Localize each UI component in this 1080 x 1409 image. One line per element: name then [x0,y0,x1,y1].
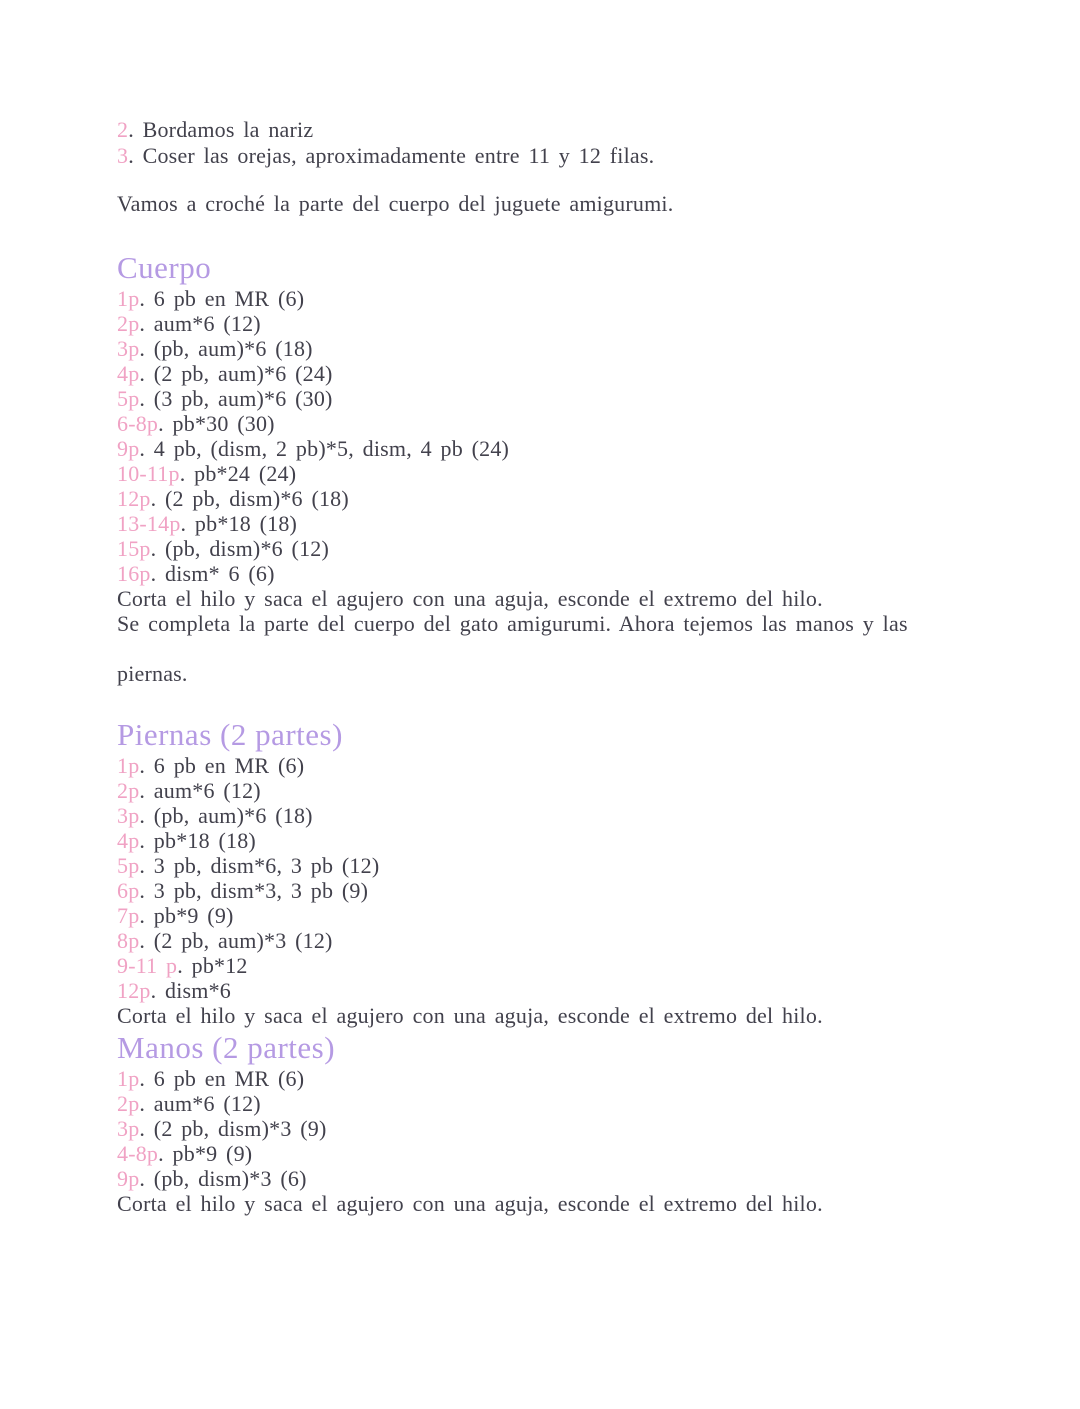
row-number-label: 3p [117,336,140,361]
row-number-label: 1p [117,286,140,311]
row-number-label: 9-11 p [117,953,178,978]
pattern-row [117,778,1020,803]
pattern-row [117,928,1020,953]
pattern-section [117,250,1020,687]
row-number-label: 6-8p [117,411,159,436]
row-instruction-text: . aum*6 (12) [139,778,261,803]
row-instruction-text: . pb*24 (24) [179,461,297,486]
intro-step-text: . Coser las orejas, aproximadamente entre 11 y 12 filas. [128,143,655,168]
row-instruction-text: . 4 pb, (dism, 2 pb)*5, dism, 4 pb (24) [139,436,510,461]
row-instruction-text: . 6 pb en MR (6) [139,286,305,311]
pattern-row [117,386,1020,411]
row-number-label: 9p [117,1166,140,1191]
row-number-label: 6p [117,878,140,903]
row-number-label: 1p [117,753,140,778]
intro-step-text: . Bordamos la nariz [128,117,314,142]
row-number-label: 9p [117,436,140,461]
pattern-row [117,953,1020,978]
row-instruction-text: . (pb, dism)*6 (12) [150,536,330,561]
pattern-row [117,1166,1020,1191]
row-instruction-text: . (3 pb, aum)*6 (30) [139,386,333,411]
row-instruction-text: . pb*18 (18) [139,828,256,853]
intro-paragraph: Vamos a croché la parte del cuerpo del juguete amigurumi. [117,191,674,216]
pattern-row [117,561,1020,586]
pattern-row [117,411,1020,436]
pattern-row [117,753,1020,778]
row-instruction-text: . aum*6 (12) [139,1091,261,1116]
pattern-row [117,511,1020,536]
row-number-label: 12p [117,486,151,511]
row-number-label: 5p [117,853,140,878]
row-instruction-text: . pb*9 (9) [139,903,234,928]
row-instruction-text: . 6 pb en MR (6) [139,753,305,778]
pattern-row [117,978,1020,1003]
pattern-row [117,803,1020,828]
row-instruction-text: . 3 pb, dism*6, 3 pb (12) [139,853,380,878]
row-instruction-text: . pb*12 [177,953,248,978]
pattern-row [117,853,1020,878]
sections-container [117,250,1020,1216]
pattern-row [117,1116,1020,1141]
row-number-label: 8p [117,928,140,953]
pattern-row [117,286,1020,311]
row-instruction-text: . (pb, aum)*6 (18) [139,336,313,361]
section-title: Piernas (2 partes) [117,717,343,752]
pattern-row [117,1141,1020,1166]
row-instruction-text: . 6 pb en MR (6) [139,1066,305,1091]
pattern-row [117,536,1020,561]
row-instruction-text: . (2 pb, aum)*3 (12) [139,928,333,953]
row-number-label: 4p [117,361,140,386]
row-number-label: 12p [117,978,151,1003]
pattern-section [117,1030,1020,1216]
section-note: Corta el hilo y saca el agujero con una aguja, esconde el extremo del hilo. [117,1003,823,1028]
row-number-label: 4-8p [117,1141,159,1166]
row-number-label: 7p [117,903,140,928]
row-instruction-text: . aum*6 (12) [139,311,261,336]
pattern-row [117,361,1020,386]
intro-step-number: 3 [117,143,129,168]
row-instruction-text: . (2 pb, aum)*6 (24) [139,361,333,386]
row-number-label: 16p [117,561,151,586]
pattern-row [117,436,1020,461]
row-instruction-text: . 3 pb, dism*3, 3 pb (9) [139,878,369,903]
row-instruction-text: . pb*18 (18) [180,511,298,536]
pattern-row [117,1091,1020,1116]
pattern-row [117,828,1020,853]
section-title: Manos (2 partes) [117,1030,336,1065]
row-number-label: 3p [117,1116,140,1141]
intro-step [117,117,1020,143]
row-instruction-text: . (pb, aum)*6 (18) [139,803,313,828]
row-number-label: 13-14p [117,511,181,536]
row-instruction-text: . (2 pb, dism)*6 (18) [150,486,349,511]
intro-step [117,143,1020,169]
section-note: Corta el hilo y saca el agujero con una aguja, esconde el extremo del hilo. [117,586,823,611]
pattern-row [117,461,1020,486]
row-instruction-text: . pb*30 (30) [158,411,275,436]
section-title: Cuerpo [117,250,212,285]
pattern-section [117,717,1020,1028]
section-note-continuation: piernas. [117,661,188,686]
row-number-label: 10-11p [117,461,180,486]
row-number-label: 5p [117,386,140,411]
pattern-row [117,878,1020,903]
row-instruction-text: . pb*9 (9) [158,1141,253,1166]
row-number-label: 2p [117,1091,140,1116]
row-number-label: 15p [117,536,151,561]
pattern-row [117,903,1020,928]
row-instruction-text: . dism*6 [150,978,231,1003]
intro-step-number: 2 [117,117,129,142]
row-instruction-text: . dism* 6 (6) [150,561,275,586]
row-instruction-text: . (pb, dism)*3 (6) [139,1166,307,1191]
section-note: Corta el hilo y saca el agujero con una aguja, esconde el extremo del hilo. [117,1191,823,1216]
row-number-label: 3p [117,803,140,828]
row-number-label: 1p [117,1066,140,1091]
section-note: Se completa la parte del cuerpo del gato amigurumi. Ahora tejemos las manos y las [117,611,908,636]
pattern-row [117,486,1020,511]
row-number-label: 4p [117,828,140,853]
intro-list [117,117,1020,169]
row-instruction-text: . (2 pb, dism)*3 (9) [139,1116,327,1141]
pattern-row [117,311,1020,336]
pattern-row [117,1066,1020,1091]
row-number-label: 2p [117,311,140,336]
row-number-label: 2p [117,778,140,803]
pattern-row [117,336,1020,361]
